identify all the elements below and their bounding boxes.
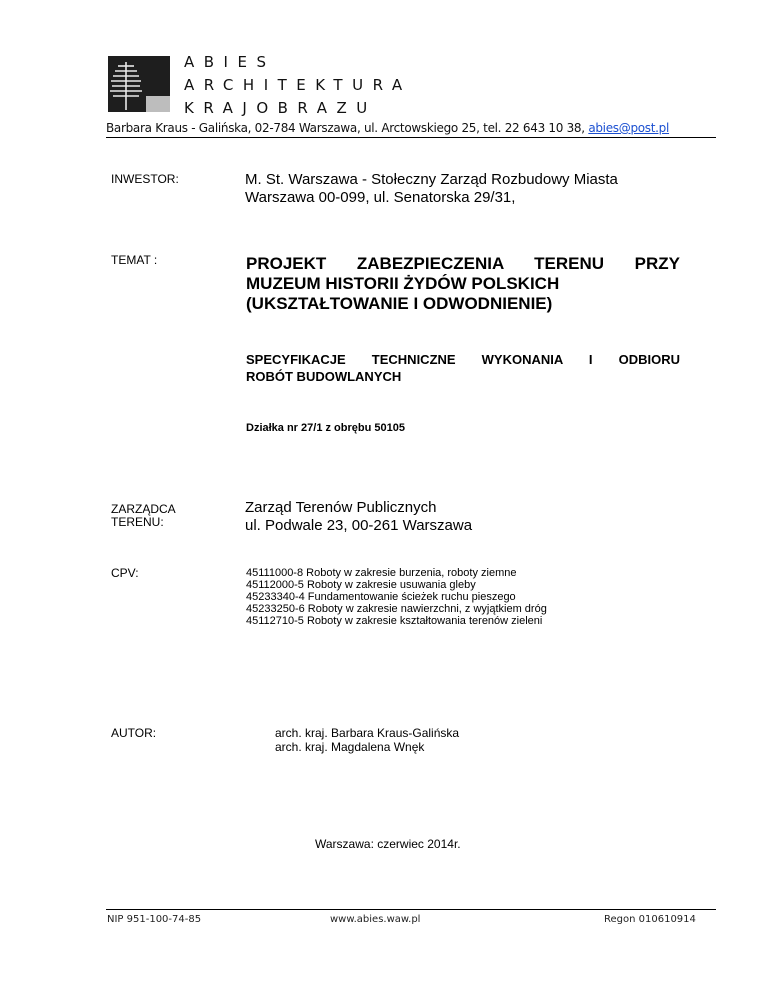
subject-title-line3: (UKSZTAŁTOWANIE I ODWODNIENIE)	[246, 294, 553, 313]
cpv-list	[246, 567, 547, 627]
spec-title-line2: ROBÓT BUDOWLANYCH	[246, 369, 402, 384]
place-date: Warszawa: czerwiec 2014r.	[315, 837, 461, 851]
logo-text-krajobrazu: KRAJOBRAZU	[184, 99, 377, 117]
logo-text-architektura: ARCHITEKTURA	[184, 76, 412, 94]
subject-title-line2: MUZEUM HISTORII ŻYDÓW POLSKICH	[246, 274, 560, 293]
email-link[interactable]: abies@post.pl	[588, 121, 670, 135]
logo-mark	[108, 56, 170, 112]
parcel-number: Działka nr 27/1 z obrębu 50105	[246, 422, 405, 434]
subject-title-line1: PROJEKT ZABEZPIECZENIA TERENU PRZY	[246, 254, 680, 273]
investor-label: INWESTOR:	[111, 172, 179, 186]
header-divider	[106, 137, 716, 138]
cpv-item: 45233340-4 Fundamentowanie ścieżek ruchu pieszego	[246, 591, 516, 603]
cpv-label: CPV:	[111, 566, 139, 580]
investor-name: M. St. Warszawa - Stołeczny Zarząd Rozbudowy Miasta	[245, 171, 618, 188]
cpv-item: 45111000-8 Roboty w zakresie burzenia, roboty ziemne	[246, 567, 517, 579]
manager-label-line1: ZARZĄDCA	[111, 502, 176, 516]
footer-nip: NIP 951-100-74-85	[107, 914, 202, 925]
logo-text-abies: ABIES	[184, 53, 276, 71]
address-text: Barbara Kraus - Galińska, 02-784 Warszawa, ul. Arctowskiego 25, tel. 22 643 10 38,	[106, 121, 589, 135]
investor-address: Warszawa 00-099, ul. Senatorska 29/31,	[245, 189, 516, 206]
author-line1: arch. kraj. Barbara Kraus-Galińska	[275, 726, 460, 740]
subject-label: TEMAT :	[111, 253, 158, 267]
cpv-item: 45112000-5 Roboty w zakresie usuwania gleby	[246, 579, 476, 591]
cpv-item: 45233250-6 Roboty w zakresie nawierzchni, z wyjątkiem dróg	[246, 603, 547, 615]
footer-divider	[106, 909, 716, 910]
tree-icon	[108, 56, 170, 112]
header-address	[106, 121, 669, 135]
manager-address: ul. Podwale 23, 00-261 Warszawa	[245, 517, 473, 534]
footer-regon: Regon 010610914	[604, 914, 696, 925]
author-label: AUTOR:	[111, 726, 157, 740]
footer-website[interactable]: www.abies.waw.pl	[330, 914, 421, 925]
manager-name: Zarząd Terenów Publicznych	[245, 499, 437, 516]
spec-title-line1: SPECYFIKACJE TECHNICZNE WYKONANIA I ODBIORU	[246, 352, 680, 367]
cpv-item: 45112710-5 Roboty w zakresie kształtowania terenów zieleni	[246, 615, 543, 627]
manager-label-line2: TERENU:	[111, 515, 164, 529]
author-line2: arch. kraj. Magdalena Wnęk	[275, 740, 425, 754]
